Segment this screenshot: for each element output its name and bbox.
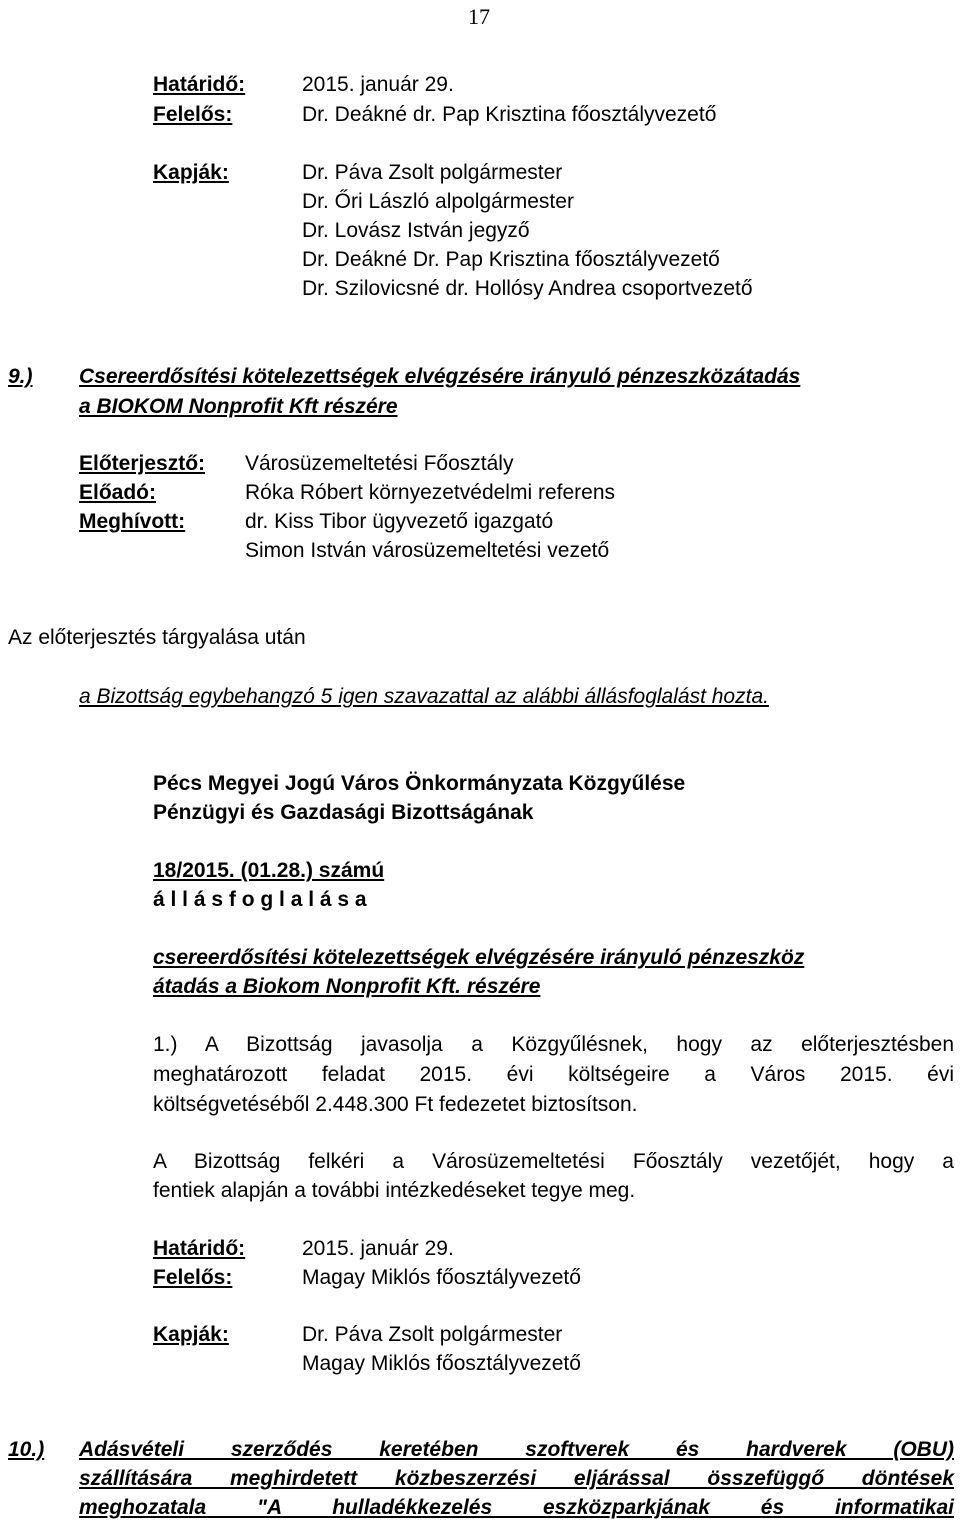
speaker-label: Előadó:	[79, 481, 156, 504]
recipients-label: Kapják:	[153, 161, 229, 184]
presenter-value: Városüzemeltetési Főosztály	[245, 452, 514, 475]
resolution-number: 18/2015. (01.28.) számú	[153, 859, 385, 882]
after-discussion-text: Az előterjesztés tárgyalása után	[8, 626, 306, 649]
item-title-line: Csereerdősítési kötelezettségek elvégzésére irányuló pénzeszközátadás	[79, 365, 801, 388]
responsible-label: Felelős:	[153, 103, 233, 126]
point-1-line: 1.) A Bizottság javasolja a Közgyűlésnek, hogy az előterjesztésben	[153, 1033, 954, 1056]
vote-text: a Bizottság egybehangzó 5 igen szavazattal az alábbi állásfoglalást hozta.	[79, 685, 769, 708]
resolution-word: á l l á s f o g l a l á s a	[153, 888, 367, 911]
body-name-line: Pécs Megyei Jogú Város Önkormányzata Közgyűlése	[153, 772, 686, 795]
deadline-value: 2015. január 29.	[302, 73, 454, 96]
item-number: 9.)	[8, 365, 33, 388]
item-title-line: szállítására meghirdetett közbeszerzési eljárással összefüggő döntések	[79, 1467, 954, 1490]
item-number: 10.)	[8, 1438, 45, 1461]
deadline-label: Határidő:	[153, 1237, 246, 1260]
responsible-label: Felelős:	[153, 1266, 233, 1289]
point-1-line: költségvetéséből 2.448.300 Ft fedezetet biztosítson.	[153, 1093, 638, 1116]
resolution-subject-line: átadás a Biokom Nonprofit Kft. részére	[153, 975, 541, 998]
page-number: 17	[468, 4, 490, 29]
recipient-item: Dr. Lovász István jegyző	[302, 219, 530, 242]
point-2-line: fentiek alapján a további intézkedéseket tegye meg.	[153, 1179, 636, 1202]
deadline-label: Határidő:	[153, 73, 246, 96]
item-title-line: meghozatala "A hulladékkezelés eszközparkjának és informatikai	[79, 1496, 954, 1519]
invited-label: Meghívott:	[79, 510, 186, 533]
invited-item: dr. Kiss Tibor ügyvezető igazgató	[245, 510, 554, 533]
recipient-item: Dr. Páva Zsolt polgármester	[302, 1323, 563, 1346]
responsible-value: Magay Miklós főosztályvezető	[302, 1266, 581, 1289]
invited-item: Simon István városüzemeltetési vezető	[245, 539, 610, 562]
body-name-line: Pénzügyi és Gazdasági Bizottságának	[153, 801, 534, 824]
recipient-item: Magay Miklós főosztályvezető	[302, 1352, 581, 1375]
point-2-line: A Bizottság felkéri a Városüzemeltetési Főosztály vezetőjét, hogy a	[153, 1150, 954, 1173]
resolution-subject-line: csereerdősítési kötelezettségek elvégzésére irányuló pénzeszköz	[153, 946, 805, 969]
item-title-line: Adásvételi szerződés keretében szoftverek és hardverek (OBU)	[79, 1438, 954, 1461]
presenter-label: Előterjesztő:	[79, 452, 206, 475]
responsible-value: Dr. Deákné dr. Pap Krisztina főosztályvezető	[302, 103, 717, 126]
recipients-label: Kapják:	[153, 1323, 229, 1346]
recipient-item: Dr. Deákné Dr. Pap Krisztina főosztályvezető	[302, 248, 720, 271]
item-title-line: a BIOKOM Nonprofit Kft részére	[79, 395, 398, 418]
point-1-line: meghatározott feladat 2015. évi költségeire a Város 2015. évi	[153, 1063, 954, 1086]
recipient-item: Dr. Őri László alpolgármester	[302, 190, 574, 213]
deadline-value: 2015. január 29.	[302, 1237, 454, 1260]
recipient-item: Dr. Szilovicsné dr. Hollósy Andrea csoportvezető	[302, 277, 753, 300]
speaker-value: Róka Róbert környezetvédelmi referens	[245, 481, 616, 504]
recipient-item: Dr. Páva Zsolt polgármester	[302, 161, 563, 184]
